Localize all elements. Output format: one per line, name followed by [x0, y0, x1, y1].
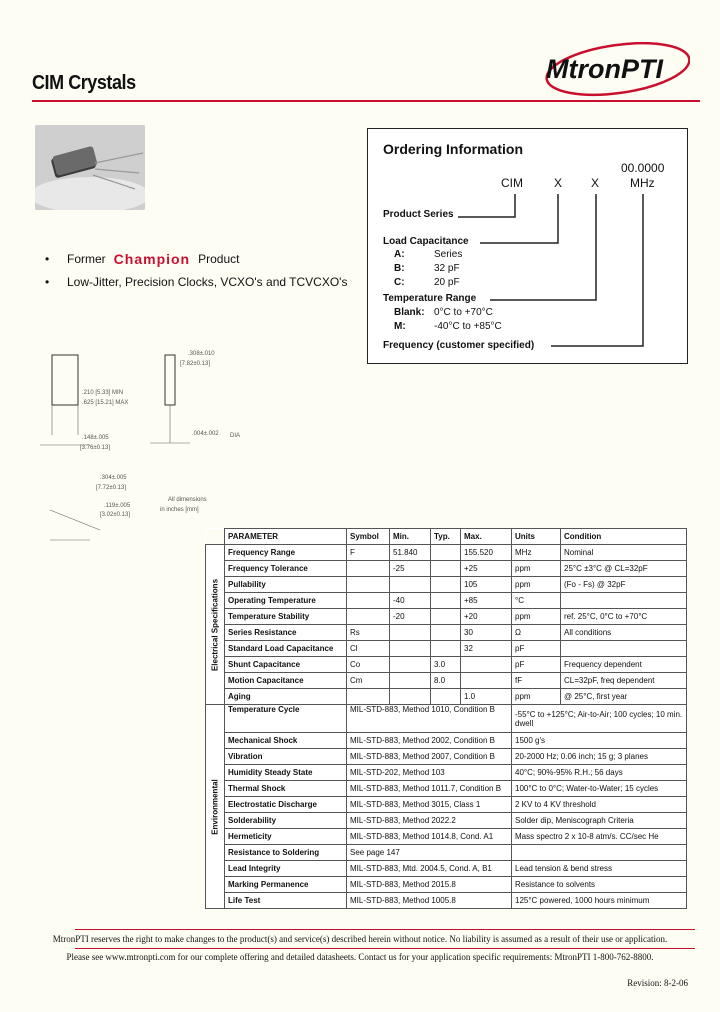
load-cap-value: 32 pF — [434, 263, 460, 274]
table-cell: -55°C to +125°C; Air-to-Air; 100 cycles; 10 min. dwell — [512, 705, 687, 733]
table-row — [206, 657, 687, 673]
table-row — [206, 749, 687, 765]
load-cap-value: 20 pF — [434, 277, 460, 288]
table-cell — [390, 657, 431, 673]
feature-text: Product — [198, 252, 240, 266]
spec-table — [205, 528, 687, 909]
table-cell: Solder dip, Meniscograph Criteria — [512, 813, 687, 829]
dim-label: .119±.005 — [104, 503, 131, 509]
table-cell: 3.0 — [431, 657, 461, 673]
table-cell: -25 — [390, 561, 431, 577]
temp-code: M: — [394, 321, 406, 332]
table-row — [206, 893, 687, 909]
dim-label: .304±.005 — [100, 475, 127, 481]
table-row — [206, 813, 687, 829]
table-cell — [431, 577, 461, 593]
table-cell: MHz — [512, 545, 561, 561]
table-row — [206, 781, 687, 797]
table-cell: 100°C to 0°C; Water-to-Water; 15 cycles — [512, 781, 687, 797]
table-cell: Lead Integrity — [225, 861, 347, 877]
column-header: PARAMETER — [225, 529, 347, 545]
table-cell: ppm — [512, 561, 561, 577]
table-row — [206, 593, 687, 609]
section-label: Environmental — [210, 778, 220, 835]
table-row — [206, 845, 687, 861]
section-label: Electrical Specifications — [210, 578, 220, 671]
table-cell: Co — [347, 657, 390, 673]
table-cell: +25 — [461, 561, 512, 577]
table-cell: @ 25°C, first year — [561, 689, 687, 705]
table-cell — [347, 609, 390, 625]
code-series: CIM — [501, 176, 523, 190]
table-cell: MIL-STD-883, Method 2022.2 — [347, 813, 512, 829]
table-cell: F — [347, 545, 390, 561]
dim-label: .625 [15.21] MAX — [82, 400, 129, 406]
table-row — [206, 561, 687, 577]
table-cell: Frequency dependent — [561, 657, 687, 673]
table-row — [206, 609, 687, 625]
table-cell: Aging — [225, 689, 347, 705]
table-cell: Life Test — [225, 893, 347, 909]
column-header: Typ. — [431, 529, 461, 545]
table-cell: Cl — [347, 641, 390, 657]
temp-value: 0°C to +70°C — [434, 307, 493, 318]
table-cell: Resistance to solvents — [512, 877, 687, 893]
table-cell: °C — [512, 593, 561, 609]
table-cell — [390, 641, 431, 657]
table-row — [206, 733, 687, 749]
table-cell — [390, 577, 431, 593]
table-cell: Cm — [347, 673, 390, 689]
dim-note: in inches [mm] — [160, 507, 199, 513]
table-row — [206, 545, 687, 561]
feature-item: • Low-Jitter, Precision Clocks, VCXO's and TCVCXO's — [45, 271, 347, 294]
load-cap-title: Load Capacitance — [383, 236, 469, 247]
table-cell: MIL-STD-883, Method 1011.7, Condition B — [347, 781, 512, 797]
table-cell — [431, 593, 461, 609]
mechanical-drawing — [30, 335, 250, 550]
table-cell: MIL-STD-883, Method 2002, Condition B — [347, 733, 512, 749]
dim-label: DIA — [230, 433, 241, 439]
column-header: Symbol — [347, 529, 390, 545]
table-cell: +20 — [461, 609, 512, 625]
ordering-info-box — [367, 128, 688, 364]
table-cell: 1500 g's — [512, 733, 687, 749]
table-cell: Operating Temperature — [225, 593, 347, 609]
product-series-label: Product Series — [383, 209, 454, 220]
table-cell: ref. 25°C, 0°C to +70°C — [561, 609, 687, 625]
freq-example: 00.0000 — [621, 161, 665, 175]
table-cell: pF — [512, 657, 561, 673]
table-cell: Nominal — [561, 545, 687, 561]
column-header: Min. — [390, 529, 431, 545]
environmental-section-label — [206, 705, 225, 909]
table-cell: Ω — [512, 625, 561, 641]
table-cell: Solderability — [225, 813, 347, 829]
contact-line: Please see www.mtronpti.com for our complete offering and detailed datasheets. Contact us for your application specific requirements: MtronPTI 1-800-762-8800. — [66, 952, 654, 962]
table-cell — [461, 673, 512, 689]
table-row — [206, 877, 687, 893]
table-cell: 2 KV to 4 KV threshold — [512, 797, 687, 813]
table-cell: 8.0 — [431, 673, 461, 689]
table-cell — [431, 545, 461, 561]
table-cell: 125°C powered, 1000 hours minimum — [512, 893, 687, 909]
feature-item: • Former Champion Product — [45, 248, 347, 271]
load-cap-code: C: — [394, 277, 405, 288]
column-header: Max. — [461, 529, 512, 545]
table-cell: 155.520 — [461, 545, 512, 561]
table-row — [206, 689, 687, 705]
table-cell — [390, 689, 431, 705]
dim-label: .148±.005 — [82, 435, 109, 441]
table-cell: Mass spectro 2 x 10-8 atm/s. CC/sec He — [512, 829, 687, 845]
table-row — [206, 829, 687, 845]
feature-text: Former — [67, 252, 106, 266]
table-cell: (Fo - Fs) @ 32pF — [561, 577, 687, 593]
disclaimer: MtronPTI reserves the right to make changes to the product(s) and service(s) described herein without notice. No liability is assumed as a result of their use or application. — [52, 934, 668, 944]
table-cell: 20-2000 Hz; 0.06 inch; 15 g; 3 planes — [512, 749, 687, 765]
column-header: Units — [512, 529, 561, 545]
dim-label: .210 [5.33] MIN — [82, 390, 124, 396]
product-photo — [35, 125, 145, 210]
temp-range-title: Temperature Range — [383, 293, 477, 304]
table-cell: See page 147 — [347, 845, 512, 861]
table-cell: Frequency Range — [225, 545, 347, 561]
table-cell: Shunt Capacitance — [225, 657, 347, 673]
feature-text: Low-Jitter, Precision Clocks, VCXO's and TCVCXO's — [67, 275, 348, 289]
table-cell — [512, 845, 687, 861]
table-cell: MIL-STD-202, Method 103 — [347, 765, 512, 781]
column-header: Condition — [561, 529, 687, 545]
load-cap-value: Series — [434, 249, 463, 260]
table-cell: MIL-STD-883, Method 1010, Condition B — [347, 705, 512, 733]
table-cell: Rs — [347, 625, 390, 641]
table-header-row — [206, 529, 687, 545]
table-cell — [561, 593, 687, 609]
corner-cell — [206, 529, 225, 545]
feature-list — [45, 248, 347, 294]
table-cell: MIL-STD-883, Method 2015.8 — [347, 877, 512, 893]
electrical-section-label — [206, 545, 225, 705]
table-cell: Resistance to Soldering — [225, 845, 347, 861]
dim-label: [3.02±0.13] — [100, 512, 130, 518]
table-cell: 105 — [461, 577, 512, 593]
table-cell: ppm — [512, 689, 561, 705]
table-cell: 1.0 — [461, 689, 512, 705]
table-cell: MIL-STD-883, Method 1014.8, Cond. A1 — [347, 829, 512, 845]
table-cell: MIL-STD-883, Mtd. 2004.5, Cond. A, B1 — [347, 861, 512, 877]
page-title: CIM Crystals — [32, 72, 136, 94]
table-row — [206, 765, 687, 781]
table-row — [206, 673, 687, 689]
table-cell: Frequency Tolerance — [225, 561, 347, 577]
table-cell — [431, 641, 461, 657]
table-cell: Temperature Stability — [225, 609, 347, 625]
dim-label: [7.72±0.13] — [96, 485, 126, 491]
table-row — [206, 861, 687, 877]
table-cell: -40 — [390, 593, 431, 609]
svg-text:MtronPTI: MtronPTI — [546, 54, 663, 84]
table-cell: Marking Permanence — [225, 877, 347, 893]
table-cell — [347, 593, 390, 609]
table-cell: Series Resistance — [225, 625, 347, 641]
table-cell — [347, 577, 390, 593]
champion-logo: Champion — [113, 251, 191, 267]
table-cell: Electrostatic Discharge — [225, 797, 347, 813]
table-cell: MIL-STD-883, Method 2007, Condition B — [347, 749, 512, 765]
table-cell — [347, 561, 390, 577]
table-cell — [390, 673, 431, 689]
footer-rule — [75, 948, 695, 949]
table-cell: Thermal Shock — [225, 781, 347, 797]
dim-label: .004±.002 — [192, 431, 219, 437]
table-row — [206, 641, 687, 657]
table-cell: 51.840 — [390, 545, 431, 561]
table-row — [206, 625, 687, 641]
table-cell — [390, 625, 431, 641]
table-cell: fF — [512, 673, 561, 689]
table-cell — [431, 689, 461, 705]
table-cell: ppm — [512, 577, 561, 593]
table-cell: 40°C; 90%-95% R.H.; 56 days — [512, 765, 687, 781]
table-cell: Lead tension & bend stress — [512, 861, 687, 877]
table-cell: All conditions — [561, 625, 687, 641]
table-cell — [461, 657, 512, 673]
load-cap-code: B: — [394, 263, 405, 274]
footer-rule — [75, 929, 695, 930]
table-row — [206, 577, 687, 593]
dim-label: [3.76±0.13] — [80, 445, 110, 451]
table-cell: MIL-STD-883, Method 3015, Class 1 — [347, 797, 512, 813]
table-cell — [561, 641, 687, 657]
table-cell: Motion Capacitance — [225, 673, 347, 689]
table-cell: Pullability — [225, 577, 347, 593]
frequency-title: Frequency (customer specified) — [383, 340, 535, 351]
table-cell — [431, 561, 461, 577]
table-cell: 32 — [461, 641, 512, 657]
table-cell: Humidity Steady State — [225, 765, 347, 781]
load-cap-code: A: — [394, 249, 405, 260]
ordering-title: Ordering Information — [383, 141, 523, 157]
table-cell: ppm — [512, 609, 561, 625]
dim-label: [7.82±0.13] — [180, 361, 210, 367]
table-row — [206, 705, 687, 733]
dim-note: All dimensions — [168, 497, 207, 503]
code-freq: MHz — [630, 176, 655, 190]
table-cell: 25°C ±3°C @ CL=32pF — [561, 561, 687, 577]
table-row — [206, 797, 687, 813]
table-cell — [347, 689, 390, 705]
table-cell: Temperature Cycle — [225, 705, 347, 733]
table-cell: +85 — [461, 593, 512, 609]
table-cell: Vibration — [225, 749, 347, 765]
temp-value: -40°C to +85°C — [434, 321, 502, 332]
table-cell: Mechanical Shock — [225, 733, 347, 749]
code-load: X — [554, 176, 563, 190]
table-cell — [431, 609, 461, 625]
revision: Revision: 8-2-06 — [627, 978, 688, 988]
table-cell: MIL-STD-883, Method 1005.8 — [347, 893, 512, 909]
table-cell: CL=32pF, freq dependent — [561, 673, 687, 689]
code-temp: X — [591, 176, 600, 190]
dim-label: .308±.010 — [188, 351, 215, 357]
temp-code: Blank: — [394, 307, 425, 318]
brand-logo — [540, 42, 690, 102]
table-cell: Standard Load Capacitance — [225, 641, 347, 657]
table-cell: -20 — [390, 609, 431, 625]
table-cell: Hermeticity — [225, 829, 347, 845]
table-cell — [431, 625, 461, 641]
table-cell: pF — [512, 641, 561, 657]
table-cell: 30 — [461, 625, 512, 641]
